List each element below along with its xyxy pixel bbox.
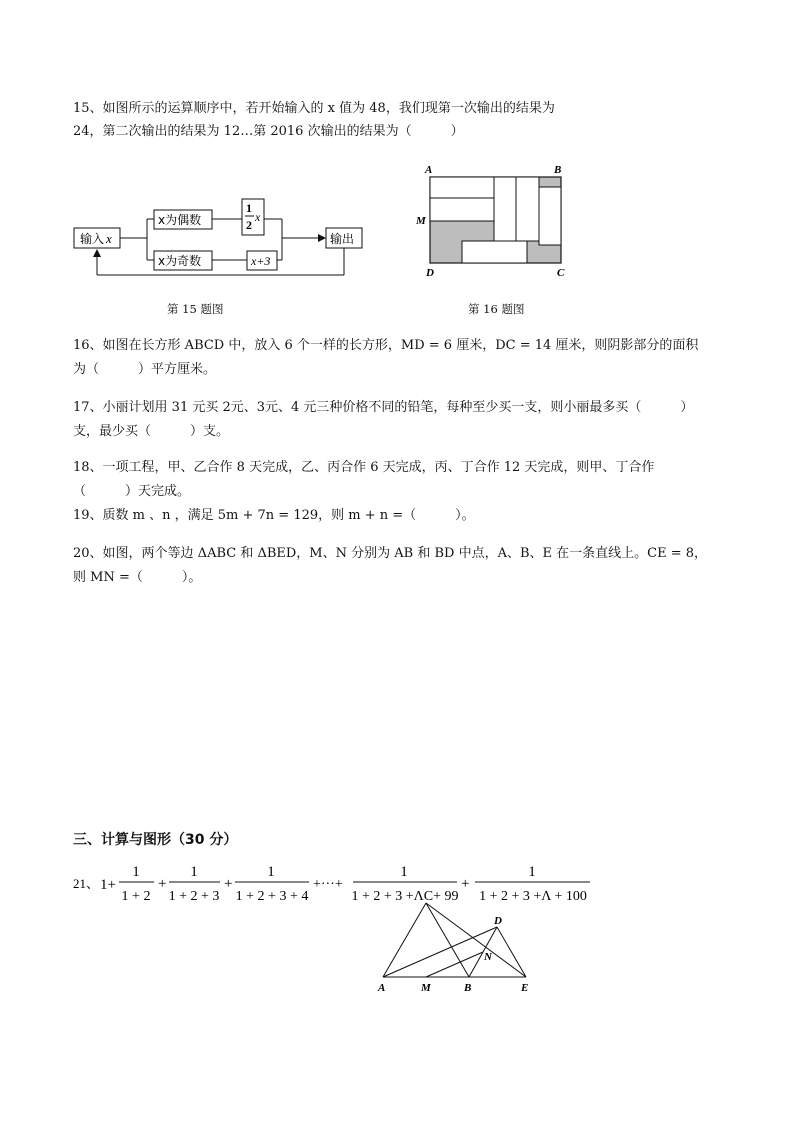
q21-term5-num: 1 xyxy=(528,864,536,880)
q21-term2-den: 1 + 2 + 3 xyxy=(168,889,220,904)
section-title: 三、计算与图形（30 分） xyxy=(73,832,238,848)
q16-line2: 为（ ）平方厘米。 xyxy=(73,362,217,377)
fig15-input-label: 输入 xyxy=(80,232,105,246)
fig16-label-C: C xyxy=(557,267,565,279)
fig16-label-D: D xyxy=(426,267,434,279)
fig16-label-A: A xyxy=(425,164,433,176)
q21-term2-num: 1 xyxy=(190,864,198,880)
fig16-label-M: M xyxy=(416,215,426,227)
q17-line2: 支，最少买（ ）支。 xyxy=(73,424,230,439)
fig15-even-label: x为偶数 xyxy=(158,213,202,227)
fig20-label-E: E xyxy=(521,982,529,994)
fig20-label-B: B xyxy=(464,982,472,994)
q17-line1: 17、小丽计划用 31 元买 2元、3元、4 元三种价格不同的铅笔，每种至少买一支，则小丽最多买（ ） xyxy=(73,400,694,415)
q21-term3-den: 1 + 2 + 3 + 4 xyxy=(235,889,309,904)
q15-line2: 24，第二次输出的结果为 12…第 2016 次输出的结果为（ ） xyxy=(73,124,464,139)
q21-term4-num: 1 xyxy=(400,864,408,880)
q21-expression xyxy=(73,858,633,908)
q21-plus3: + xyxy=(461,876,470,892)
fig15-output-label: 输出 xyxy=(330,232,355,246)
fig20-label-D: D xyxy=(494,915,502,927)
q16-line1: 16、如图在长方形 ABCD 中，放入 6 个一样的长方形，MD = 6 厘米，DC = 14 厘米，则阴影部分的面积 xyxy=(73,338,699,353)
fig15-half-den: 2 xyxy=(246,218,252,232)
q21-plus2: + xyxy=(224,876,233,892)
fig20-triangles xyxy=(375,897,545,1002)
fig15-flowchart xyxy=(72,195,372,295)
q15-line1: 15、如图所示的运算顺序中，若开始输入的 x 值为 48，我们现第一次输出的结果为 xyxy=(73,101,555,116)
fig16-rectangles xyxy=(413,158,573,283)
fig15-input-var: x xyxy=(106,231,112,246)
q21-ellipsis: +···+ xyxy=(313,877,343,892)
fig15-half-var: x xyxy=(255,210,261,224)
q21-lead: 1+ xyxy=(100,877,116,893)
q21-plus1: + xyxy=(158,876,167,892)
fig15-odd-label: x为奇数 xyxy=(158,254,202,268)
q18-line1: 18、一项工程，甲、乙合作 8 天完成，乙、丙合作 6 天完成，丙、丁合作 12 天完成，则甲、丁合作 xyxy=(73,460,655,475)
fig15-caption: 第 15 题图 xyxy=(167,302,224,316)
fig20-label-A: A xyxy=(378,982,386,994)
q21-prefix: 21、 xyxy=(73,876,100,891)
q18-line2: （ ）天完成。 xyxy=(73,484,191,499)
q21-term4-den: 1 + 2 + 3 +ΛC+ 99 xyxy=(351,889,459,904)
fig16-caption: 第 16 题图 xyxy=(468,302,525,316)
q21-term1-den: 1 + 2 xyxy=(121,889,151,904)
q20-line2: 则 MN =（ ）。 xyxy=(73,570,202,585)
q20-line1: 20、如图，两个等边 ΔABC 和 ΔBED，M、N 分别为 AB 和 BD 中点，A、B、E 在一条直线上。CE = 8， xyxy=(73,546,708,561)
q19-line1: 19、质数 m 、n ，满足 5m + 7n = 129，则 m + n =（ ）。 xyxy=(73,508,475,523)
fig15-plus3-label: x+3 xyxy=(251,254,271,268)
fig20-label-M: M xyxy=(421,982,431,994)
fig20-label-N: N xyxy=(484,951,492,963)
fig15-half-num: 1 xyxy=(246,201,252,215)
q21-term3-num: 1 xyxy=(267,864,275,880)
q21-term5-den: 1 + 2 + 3 +Λ + 100 xyxy=(479,889,587,904)
q21-term1-num: 1 xyxy=(132,864,140,880)
fig16-label-B: B xyxy=(554,164,562,176)
